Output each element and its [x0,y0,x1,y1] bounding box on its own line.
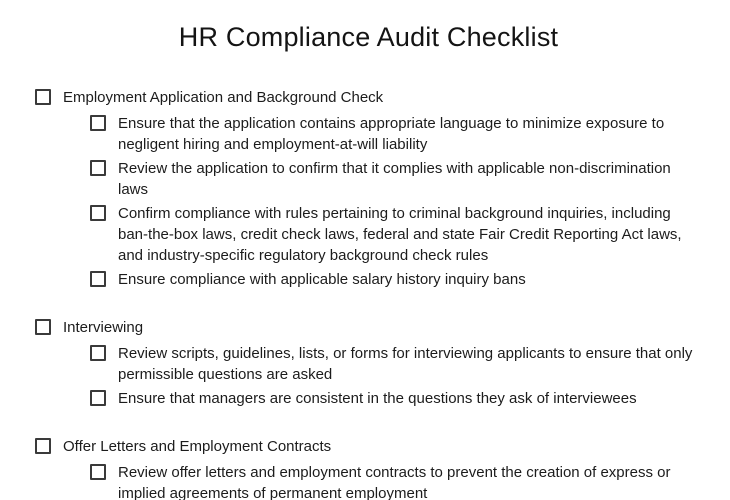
item-checkbox[interactable] [90,345,106,361]
section-label: Offer Letters and Employment Contracts [63,438,332,455]
section-items [35,343,702,409]
checklist-item [90,203,702,266]
item-label: Ensure that managers are consistent in the questions they ask of interviewees [118,390,637,407]
checklist-item [90,158,702,200]
item-label: Confirm compliance with rules pertaining to criminal background inquiries, including ban-the-box laws, credit check laws, federal and state Fair Credit Reporting Act laws, and industry-specific regulatory background check rules [118,205,682,264]
item-checkbox[interactable] [90,464,106,480]
section-header [35,436,702,457]
checklist-item [90,113,702,155]
item-checkbox[interactable] [90,271,106,287]
item-label: Ensure that the application contains appropriate language to minimize exposure to negligent hiring and employment-at-will liability [118,115,665,153]
item-label: Review scripts, guidelines, lists, or forms for interviewing applicants to ensure that only permissible questions are asked [118,345,693,383]
section-items [35,462,702,500]
item-checkbox[interactable] [90,115,106,131]
section-offer-letters [35,436,702,500]
section-employment-application [35,87,702,290]
section-interviewing [35,317,702,409]
checklist-item [90,269,702,290]
section-items [35,113,702,290]
checklist-item [90,343,702,385]
checklist-item [90,388,702,409]
page-title: HR Compliance Audit Checklist [178,22,559,52]
checklist-item [90,462,702,500]
section-header [35,87,702,108]
item-label: Review the application to confirm that it complies with applicable non-discrimination laws [118,160,671,198]
section-checkbox[interactable] [35,438,51,454]
section-label: Employment Application and Background Check [63,89,384,106]
section-checkbox[interactable] [35,319,51,335]
section-label: Interviewing [63,319,144,336]
item-label: Review offer letters and employment contracts to prevent the creation of express or implied agreements of permanent employment [118,464,671,500]
item-label: Ensure compliance with applicable salary history inquiry bans [118,271,526,288]
section-checkbox[interactable] [35,89,51,105]
section-header [35,317,702,338]
item-checkbox[interactable] [90,160,106,176]
item-checkbox[interactable] [90,390,106,406]
item-checkbox[interactable] [90,205,106,221]
